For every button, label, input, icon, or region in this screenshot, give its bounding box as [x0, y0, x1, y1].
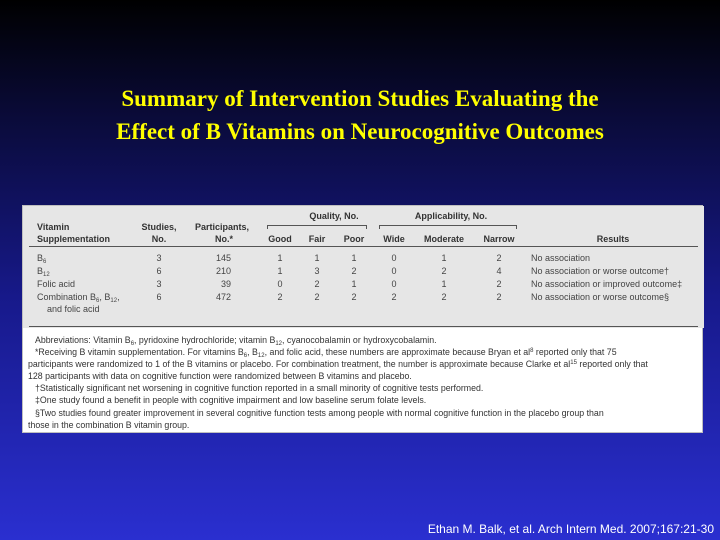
- row-1-results: No association: [531, 253, 591, 263]
- col-header-fair: Fair: [308, 234, 326, 244]
- row-2-narrow: 4: [496, 266, 502, 276]
- row-4-studies: 6: [156, 292, 162, 302]
- note-dagger: †Statistically significant net worsening in cognitive function reported in a small minority of cognitive tests performed.: [35, 383, 484, 394]
- col-header-participants-2: No.*: [215, 234, 233, 244]
- row-1-fair: 1: [314, 253, 320, 263]
- quality-bracket: [267, 225, 367, 229]
- row-4-fair: 2: [314, 292, 320, 302]
- applicability-bracket: [379, 225, 517, 229]
- row-4-good: 2: [277, 292, 283, 302]
- row-2-participants: 210: [215, 266, 231, 276]
- slide-title: [0, 82, 720, 148]
- col-header-vitamin-2: Supplementation: [37, 234, 111, 244]
- group-header-applicability: Applicability, No.: [414, 211, 488, 221]
- col-header-vitamin-1: Vitamin: [37, 222, 70, 232]
- col-header-participants-1: Participants,: [194, 222, 249, 232]
- row-3-fair: 2: [314, 279, 320, 289]
- row-3-vitamin: Folic acid: [37, 279, 76, 289]
- note-asterisk-line-2: participants were randomized to 1 of the B vitamins or placebo. For combination treatment, the number is approximate because Clarke et $al^{15}$ reported only that: [28, 359, 648, 370]
- note-double-dagger: ‡One study found a benefit in people with cognitive impairment and low baseline serum folate levels.: [35, 395, 427, 406]
- col-header-studies-1: Studies,: [141, 222, 177, 232]
- row-2-fair: 3: [314, 266, 320, 276]
- col-header-results: Results: [596, 234, 630, 244]
- row-3-poor: 1: [351, 279, 357, 289]
- row-1-vitamin: $B_6$: [37, 253, 47, 265]
- table-bottom-rule: [29, 326, 698, 327]
- row-2-good: 1: [277, 266, 283, 276]
- title-line-1: Summary of Intervention Studies Evaluating the: [121, 86, 599, 111]
- row-2-studies: 6: [156, 266, 162, 276]
- row-2-results: No association or worse outcome†: [531, 266, 670, 276]
- row-1-participants: 145: [215, 253, 231, 263]
- col-header-narrow: Narrow: [483, 234, 515, 244]
- footnotes: [28, 334, 700, 431]
- row-3-narrow: 2: [496, 279, 502, 289]
- row-3-good: 0: [277, 279, 283, 289]
- row-4-participants: 472: [215, 292, 231, 302]
- title-line-2: Effect of B Vitamins on Neurocognitive Outcomes: [116, 119, 604, 144]
- table-figure: [22, 205, 703, 433]
- row-3-participants: 39: [220, 279, 231, 289]
- row-4-results: No association or worse outcome§: [531, 292, 670, 302]
- group-header-quality: Quality, No.: [309, 211, 359, 221]
- row-4-wide: 2: [391, 292, 397, 302]
- row-4-poor: 2: [351, 292, 357, 302]
- row-4-moderate: 2: [441, 292, 447, 302]
- row-3-moderate: 1: [441, 279, 447, 289]
- header-rule: [29, 246, 698, 247]
- row-1-narrow: 2: [496, 253, 502, 263]
- row-2-moderate: 2: [441, 266, 447, 276]
- row-1-poor: 1: [351, 253, 357, 263]
- note-asterisk: *Receiving B vitamin supplementation. For vitamins $B_6$, $B_{12}$, and folic acid, these numbers are approximate because Bryan et $al^8$ reported only that 75: [35, 347, 617, 360]
- col-header-good: Good: [268, 234, 292, 244]
- row-1-wide: 0: [391, 253, 397, 263]
- row-2-poor: 2: [351, 266, 357, 276]
- row-4-vitamin: Combination $B_6$, $B_{12}$,: [37, 292, 120, 304]
- row-2-vitamin: $B_{12}$: [37, 266, 50, 278]
- row-4-narrow: 2: [496, 292, 502, 302]
- row-1-moderate: 1: [441, 253, 447, 263]
- col-header-wide: Wide: [383, 234, 405, 244]
- col-header-studies-2: No.: [151, 234, 167, 244]
- row-3-results: No association or improved outcome‡: [531, 279, 683, 289]
- row-2-wide: 0: [391, 266, 397, 276]
- note-section-line-2: those in the combination B vitamin group.: [28, 419, 190, 430]
- note-section: §Two studies found greater improvement in several cognitive function tests among people with normal cognitive function in the placebo group than: [35, 407, 604, 418]
- row-1-good: 1: [277, 253, 283, 263]
- row-3-wide: 0: [391, 279, 397, 289]
- note-asterisk-line-3: 128 participants with data on cognitive function were randomized between B vitamins and placebo.: [28, 371, 412, 382]
- row-3-studies: 3: [156, 279, 162, 289]
- col-header-moderate: Moderate: [423, 234, 464, 244]
- citation: Ethan M. Balk, et al. Arch Intern Med. 2007;167:21-30: [427, 522, 714, 536]
- row-1-studies: 3: [156, 253, 162, 263]
- col-header-poor: Poor: [343, 234, 365, 244]
- note-abbreviations: Abbreviations: Vitamin $B_6$, pyridoxine hydrochloride; vitamin $B_{12}$, cyanocobalamin or hydroxycobalamin.: [35, 335, 437, 347]
- row-4-vitamin-line-2: and folic acid: [47, 304, 100, 314]
